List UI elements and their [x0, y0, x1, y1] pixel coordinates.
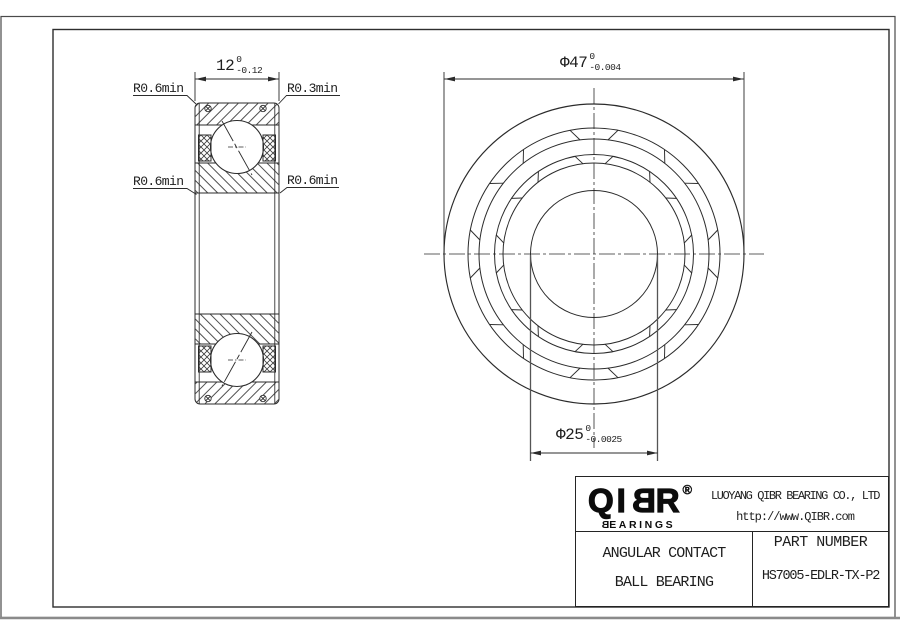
title-block-divider	[576, 531, 888, 532]
bore-dimension-text	[556, 424, 622, 446]
company-website: http://www.QIBR.com	[736, 510, 854, 524]
ball-top	[211, 121, 264, 174]
tolerance-lower: -0.12	[236, 64, 263, 76]
logo-subtitle: BEARINGS	[599, 519, 676, 531]
section-view	[133, 72, 340, 404]
title-block	[575, 476, 889, 607]
registered-trademark-icon: ®	[682, 482, 693, 497]
product-name-line2: BALL BEARING	[614, 574, 714, 591]
logo-text: R	[655, 482, 683, 519]
part-number-value: HS7005-EDLR-TX-P2	[761, 569, 880, 584]
radius-label-mid-left: R0.6min	[133, 174, 184, 189]
dimension-value: 12	[216, 56, 235, 75]
dimension-value: Φ47	[560, 53, 588, 72]
company-name: LUOYANG QIBR BEARING CO., LTD	[710, 489, 880, 503]
front-view	[424, 72, 764, 461]
company-logo	[588, 483, 692, 517]
tolerance-upper: 0	[589, 51, 595, 62]
tolerance-upper: 0	[585, 423, 591, 434]
tolerance-lower: -0.0025	[585, 433, 622, 445]
radius-label-top-left: R0.6min	[133, 81, 184, 96]
tolerance-upper: 0	[236, 54, 242, 65]
product-name-line1: ANGULAR CONTACT	[602, 545, 726, 562]
radius-label-top-right: R0.3min	[287, 81, 338, 96]
centerlines	[424, 88, 764, 448]
logo-text: QI	[588, 482, 629, 519]
width-dimension-text	[216, 55, 262, 77]
ball-bottom	[211, 334, 264, 387]
tolerance-lower: -0.004	[589, 61, 621, 73]
part-number-label: PART NUMBER	[773, 534, 868, 551]
dimension-value: Φ25	[556, 425, 584, 444]
od-dimension-text	[560, 52, 621, 74]
radius-label-mid-right: R0.6min	[287, 173, 338, 188]
logo-text: B	[628, 482, 656, 519]
